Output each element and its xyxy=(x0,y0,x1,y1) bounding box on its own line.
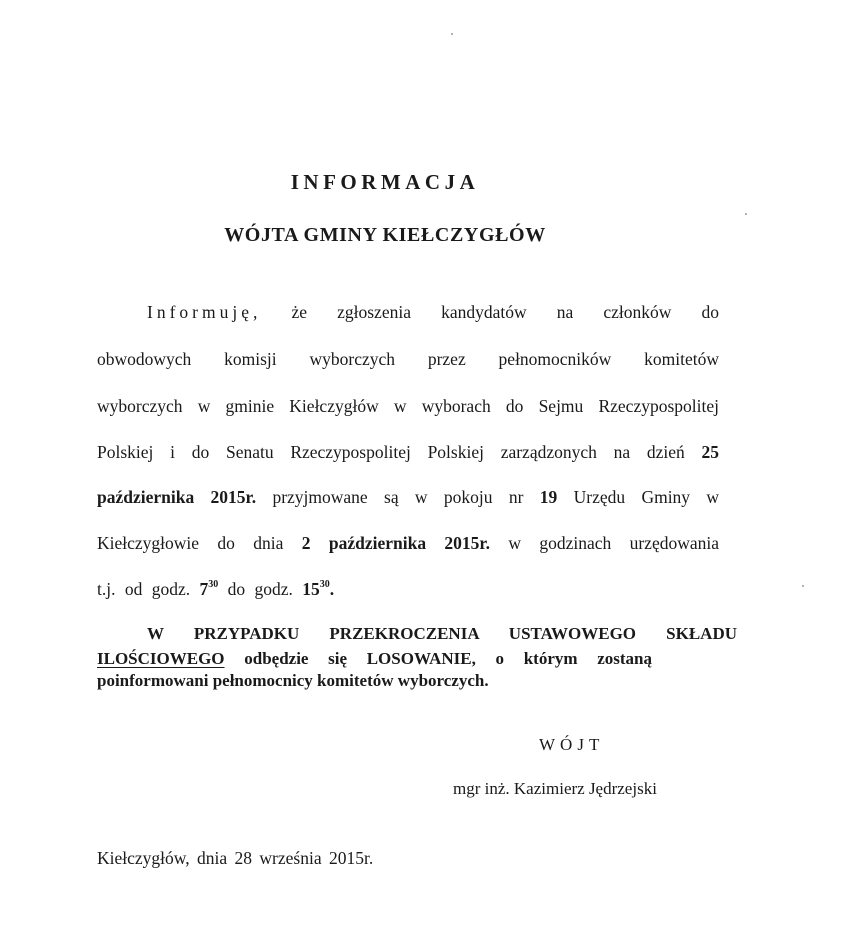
election-month-year: października 2015r. xyxy=(97,487,257,507)
notice-text: , o którym zostaną xyxy=(471,649,652,668)
body-line-2: obwodowych komisji wyborczych przez pełnomocników komitetów xyxy=(97,349,719,369)
body-line-7 xyxy=(97,577,719,601)
minute-start: 30 xyxy=(208,579,219,590)
place-and-date: Kiełczygłów, dnia 28 września 2015r. xyxy=(97,848,374,868)
signatory-title: WÓJT xyxy=(539,735,605,754)
scan-speck xyxy=(745,213,747,215)
period: . xyxy=(329,579,335,599)
hour-end: 15 xyxy=(302,579,320,599)
hour-start: 7 xyxy=(199,579,209,599)
minute-end: 30 xyxy=(319,579,330,590)
body-text: Kiełczygłowie do dnia xyxy=(97,533,284,553)
notice-text: odbędzie się xyxy=(244,649,348,668)
election-day: 25 xyxy=(701,442,719,462)
notice-line-3: poinformowani pełnomocnicy komitetów wyborczych. xyxy=(97,671,489,690)
deadline-date: 2 października 2015r. xyxy=(301,533,490,553)
body-text: Urzędu Gminy w xyxy=(573,487,720,507)
body-text: do godz. xyxy=(227,579,293,599)
body-text: Polskiej i do Senatu Rzeczypospolitej Polskiej zarządzonych na dzień xyxy=(97,442,685,462)
body-lead-word: Informuję, xyxy=(147,302,262,322)
body-text: t.j. od godz. xyxy=(97,579,191,599)
body-line-6 xyxy=(97,531,719,555)
body-text: przyjmowane są w pokoju nr xyxy=(272,487,524,507)
body-line-1 xyxy=(147,300,719,324)
body-text: w godzinach urzędowania xyxy=(508,533,720,553)
notice-emphasis: LOSOWANIE xyxy=(366,649,472,668)
scan-speck xyxy=(451,33,453,35)
signatory-name: mgr inż. Kazimierz Jędrzejski xyxy=(453,779,657,798)
document-subtitle: WÓJTA GMINY KIEŁCZYGŁÓW xyxy=(224,224,546,246)
body-line-3: wyborczych w gminie Kiełczygłów w wyborach do Sejmu Rzeczypospolitej xyxy=(97,396,719,416)
body-text: że zgłoszenia kandydatów na członków do xyxy=(291,302,719,322)
office-hours-start xyxy=(200,579,219,599)
office-hours-end xyxy=(302,579,334,599)
room-number: 19 xyxy=(539,487,558,507)
notice-line-2 xyxy=(97,648,652,670)
document-title: INFORMACJA xyxy=(290,170,480,194)
body-line-5 xyxy=(97,485,719,509)
scan-speck xyxy=(802,585,804,587)
notice-line-1: W PRZYPADKU PRZEKROCZENIA USTAWOWEGO SKŁADU xyxy=(147,624,737,643)
body-line-4 xyxy=(97,440,719,464)
notice-emphasis: ILOŚCIOWEGO xyxy=(97,649,225,668)
